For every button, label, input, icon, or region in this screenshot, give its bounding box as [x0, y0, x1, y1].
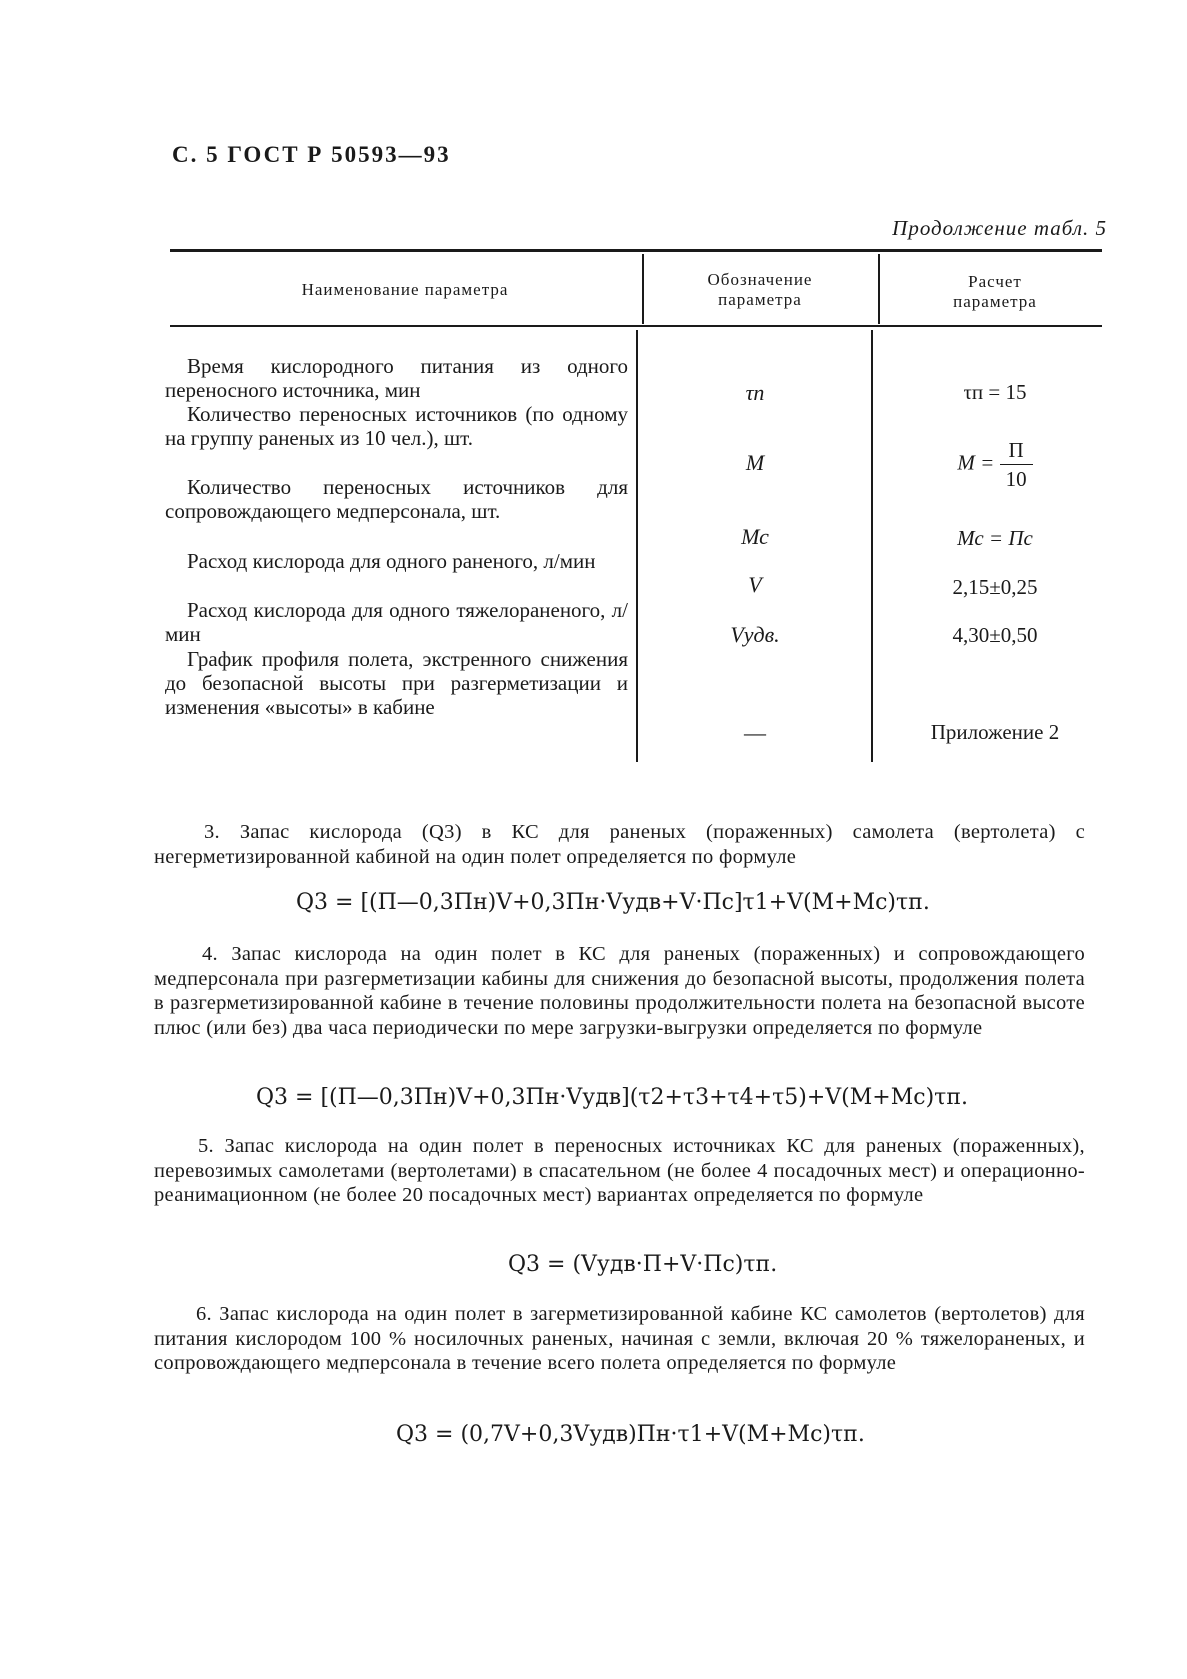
param-name: Количество переносных источников (по одному на группу раненых из 10 чел.), шт.	[165, 402, 628, 450]
formula-3: Q3 = [(П—0,3Пн)V+0,3Пн·Vудв+V·Пс]τ1+V(М+Мс)τп.	[296, 890, 930, 915]
param-calc: 4,30±0,50	[952, 623, 1038, 647]
param-symbol: V	[748, 572, 762, 597]
fraction-numerator: П	[1000, 436, 1033, 465]
table-continuation-label: Продолжение табл. 5	[892, 216, 1107, 240]
param-calc	[880, 436, 1110, 493]
column-header-calc-line1: Расчет	[968, 272, 1022, 291]
paragraph-3: 3. Запас кислорода (Q3) в КС для раненых (пораженных) самолета (вертолета) с негерметизированной кабиной на один полет определяется по формуле	[154, 821, 1085, 868]
table-vline-1-body	[636, 330, 638, 762]
column-header-calc	[880, 272, 1110, 312]
paragraph-5: 5. Запас кислорода на один полет в переносных источниках КС для раненых (пораженных), перевозимых самолетами (вертолетами) в спасательном (не более 4 посадочных мест) и операционно-реанимационном (не более 20 посадочных мест) вариантах определяется по формуле	[154, 1135, 1085, 1206]
param-name: Время кислородного питания из одного переносного источника, мин	[165, 354, 628, 402]
formula-6: Q3 = (0,7V+0,3Vудв)Пн·τ1+V(М+Мс)τп.	[396, 1422, 865, 1447]
paragraph-6: 6. Запас кислорода на один полет в загерметизированной кабине КС самолетов (вертолетов) для питания кислородом 100 % носилочных раненых, начиная с земли, включая 20 % тяжелораненых, и сопровождающего медперсонала в течение всего полета определяется по формуле	[154, 1303, 1085, 1374]
param-symbol: Vудв.	[730, 622, 780, 647]
param-calc: 2,15±0,25	[952, 575, 1038, 599]
table-header-rule	[170, 325, 1102, 327]
param-symbol: —	[744, 720, 766, 745]
table-vline-1	[642, 254, 644, 324]
column-header-symbol-line2: параметра	[718, 290, 802, 309]
param-symbol: Мс	[741, 524, 769, 549]
param-calc: τп = 15	[963, 380, 1027, 404]
param-symbol: τп	[745, 380, 765, 405]
param-name: График профиля полета, экстренного снижения до безопасной высоты при разгерметизации и изменения «высоты» в кабине	[165, 647, 628, 719]
paragraph-4: 4. Запас кислорода на один полет в КС для раненых (пораженных) и сопровождающего медперсонала при разгерметизации кабины для снижения до безопасной высоты, продолжения полета в разгерметизированной кабине в течение половины продолжительности полета на безопасной высоте плюс (или без) два часа периодически по мере загрузки-выгрузки определяется по формуле	[154, 943, 1085, 1039]
param-calc: Мс = Пс	[957, 526, 1033, 550]
calc-prefix: М =	[957, 450, 995, 475]
column-header-calc-line2: параметра	[953, 292, 1037, 311]
table-vline-2-body	[871, 330, 873, 762]
param-name: Расход кислорода для одного раненого, л/мин	[187, 549, 596, 573]
param-calc: Приложение 2	[930, 720, 1060, 744]
param-symbol: М	[745, 450, 765, 475]
column-header-symbol	[645, 270, 875, 310]
formula-4: Q3 = [(П—0,3Пн)V+0,3Пн·Vудв](τ2+τ3+τ4+τ5)+V(М+Мс)τп.	[256, 1085, 968, 1110]
page-header: С. 5 ГОСТ Р 50593—93	[172, 142, 451, 167]
column-header-symbol-line1: Обозначение	[707, 270, 813, 289]
fraction-denominator: 10	[1005, 467, 1027, 491]
column-header-name: Наименование параметра	[301, 280, 509, 299]
table-top-rule	[170, 249, 1102, 252]
formula-5: Q3 = (Vудв·П+V·Пс)τп.	[508, 1252, 778, 1277]
param-name: Расход кислорода для одного тяжелораненого, л/мин	[165, 598, 628, 646]
param-name: Количество переносных источников для сопровождающего медперсонала, шт.	[165, 475, 628, 523]
fraction	[1000, 436, 1033, 493]
